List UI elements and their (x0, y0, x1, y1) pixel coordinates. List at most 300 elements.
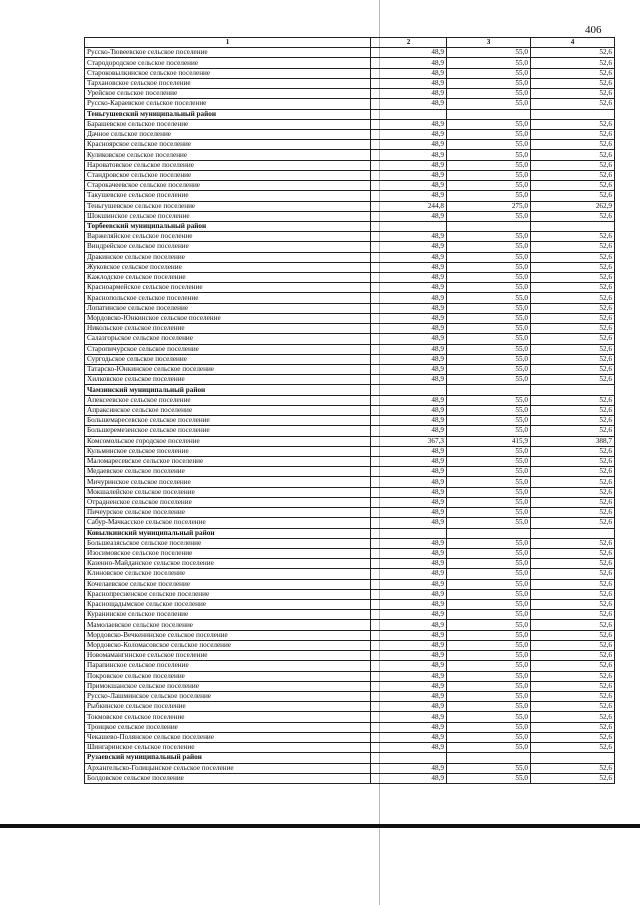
value-col4-cell: 52,6 (531, 416, 615, 426)
settlement-name-cell: Изосимовское сельское поселение (85, 548, 371, 558)
value-col3-cell: 55,0 (447, 252, 531, 262)
value-col2-cell: 48,9 (371, 58, 447, 68)
table-row (85, 211, 615, 221)
value-col3-cell: 55,0 (447, 78, 531, 88)
value-col4-cell: 52,6 (531, 456, 615, 466)
value-col3-cell: 55,0 (447, 99, 531, 109)
settlement-name-cell: Мокшалейское сельское поселение (85, 487, 371, 497)
value-col3-cell: 55,0 (447, 487, 531, 497)
value-col4-cell: 52,6 (531, 119, 615, 129)
value-col4-cell (531, 109, 615, 119)
table-row (85, 763, 615, 773)
value-col4-cell: 52,6 (531, 395, 615, 405)
table-header-row (85, 38, 615, 48)
value-col4-cell: 52,6 (531, 211, 615, 221)
value-col4-cell: 52,6 (531, 262, 615, 272)
value-col3-cell: 55,0 (447, 293, 531, 303)
value-col4-cell: 52,6 (531, 426, 615, 436)
value-col2-cell (371, 528, 447, 538)
column-header-4: 4 (531, 38, 615, 48)
table-row (85, 334, 615, 344)
value-col2-cell: 48,9 (371, 763, 447, 773)
value-col4-cell: 52,6 (531, 640, 615, 650)
table-row (85, 416, 615, 426)
value-col2-cell: 48,9 (371, 365, 447, 375)
value-col2-cell: 48,9 (371, 252, 447, 262)
value-col2-cell: 48,9 (371, 743, 447, 753)
value-col2-cell: 244,8 (371, 201, 447, 211)
table-row (85, 743, 615, 753)
settlement-name-cell: Пичеурское сельское поселение (85, 508, 371, 518)
value-col3-cell: 55,0 (447, 375, 531, 385)
value-col4-cell: 52,6 (531, 78, 615, 88)
settlement-name-cell: Комсомольское городское поселение (85, 436, 371, 446)
value-col3-cell: 55,0 (447, 344, 531, 354)
value-col2-cell: 48,9 (371, 426, 447, 436)
value-col2-cell: 48,9 (371, 630, 447, 640)
value-col3-cell: 55,0 (447, 712, 531, 722)
value-col2-cell: 48,9 (371, 303, 447, 313)
table-row (85, 477, 615, 487)
table-row (85, 324, 615, 334)
table-row (85, 518, 615, 528)
settlement-name-cell: Куликовское сельское поселение (85, 150, 371, 160)
value-col2-cell: 48,9 (371, 89, 447, 99)
settlement-name-cell: Краснощадымское сельское поселение (85, 600, 371, 610)
table-row (85, 436, 615, 446)
value-col3-cell: 55,0 (447, 651, 531, 661)
value-col2-cell: 48,9 (371, 78, 447, 88)
value-col2-cell: 48,9 (371, 293, 447, 303)
table-row (85, 129, 615, 139)
value-col4-cell: 52,6 (531, 324, 615, 334)
table-section-row (85, 753, 615, 763)
value-col2-cell: 48,9 (371, 589, 447, 599)
table-row (85, 375, 615, 385)
value-col4-cell: 52,6 (531, 293, 615, 303)
value-col3-cell (447, 753, 531, 763)
value-col4-cell: 52,6 (531, 579, 615, 589)
settlement-name-cell: Отрадненское сельское поселение (85, 497, 371, 507)
value-col3-cell: 55,0 (447, 610, 531, 620)
value-col3-cell: 55,0 (447, 313, 531, 323)
value-col3-cell: 55,0 (447, 763, 531, 773)
value-col4-cell: 52,6 (531, 405, 615, 415)
value-col4-cell: 52,6 (531, 630, 615, 640)
value-col2-cell: 48,9 (371, 99, 447, 109)
value-col3-cell: 55,0 (447, 589, 531, 599)
value-col3-cell: 55,0 (447, 702, 531, 712)
value-col3-cell: 55,0 (447, 508, 531, 518)
settlement-name-cell: Тархановское сельское поселение (85, 78, 371, 88)
value-col2-cell: 48,9 (371, 160, 447, 170)
table-row (85, 68, 615, 78)
table-row (85, 487, 615, 497)
settlement-name-cell: Парапинское сельское поселение (85, 661, 371, 671)
value-col3-cell: 55,0 (447, 324, 531, 334)
value-col2-cell: 48,9 (371, 538, 447, 548)
table-row (85, 722, 615, 732)
settlement-name-cell: Лопатинское сельское поселение (85, 303, 371, 313)
data-table (84, 37, 615, 784)
district-heading-cell: Чамзинский муниципальный район (85, 385, 371, 395)
value-col2-cell: 48,9 (371, 48, 447, 58)
value-col3-cell: 55,0 (447, 89, 531, 99)
value-col4-cell: 52,6 (531, 89, 615, 99)
value-col2-cell: 48,9 (371, 477, 447, 487)
table-section-row (85, 528, 615, 538)
value-col3-cell: 55,0 (447, 232, 531, 242)
value-col2-cell: 48,9 (371, 262, 447, 272)
value-col3-cell (447, 528, 531, 538)
value-col2-cell: 48,9 (371, 661, 447, 671)
value-col3-cell: 55,0 (447, 538, 531, 548)
value-col3-cell (447, 109, 531, 119)
table-row (85, 732, 615, 742)
value-col4-cell: 52,6 (531, 692, 615, 702)
district-heading-cell: Ковылкинский муниципальный район (85, 528, 371, 538)
value-col2-cell: 48,9 (371, 375, 447, 385)
table-row (85, 589, 615, 599)
value-col4-cell: 52,6 (531, 651, 615, 661)
value-col2-cell: 48,9 (371, 651, 447, 661)
settlement-name-cell: Шингаринское сельское поселение (85, 743, 371, 753)
value-col2-cell: 48,9 (371, 242, 447, 252)
table-row (85, 681, 615, 691)
settlement-name-cell: Токмовское сельское поселение (85, 712, 371, 722)
settlement-name-cell: Рыбкинское сельское поселение (85, 702, 371, 712)
value-col2-cell: 48,9 (371, 324, 447, 334)
value-col4-cell: 388,7 (531, 436, 615, 446)
table-row (85, 467, 615, 477)
value-col3-cell: 415,9 (447, 436, 531, 446)
value-col2-cell: 48,9 (371, 600, 447, 610)
settlement-name-cell: Апраксинское сельское поселение (85, 405, 371, 415)
value-col4-cell: 52,6 (531, 58, 615, 68)
value-col2-cell: 48,9 (371, 610, 447, 620)
value-col2-cell: 48,9 (371, 129, 447, 139)
value-col2-cell: 48,9 (371, 692, 447, 702)
value-col4-cell: 52,6 (531, 446, 615, 456)
table-row (85, 181, 615, 191)
table-row (85, 497, 615, 507)
settlement-name-cell: Староковылкинское сельское поселение (85, 68, 371, 78)
value-col4-cell: 52,6 (531, 48, 615, 58)
table-row (85, 559, 615, 569)
value-col4-cell: 52,6 (531, 467, 615, 477)
value-col3-cell: 55,0 (447, 150, 531, 160)
value-col4-cell (531, 528, 615, 538)
table-row (85, 426, 615, 436)
settlement-name-cell: Красноярское сельское поселение (85, 140, 371, 150)
table-row (85, 354, 615, 364)
table-row (85, 569, 615, 579)
settlement-name-cell: Маломаресевское сельское поселение (85, 456, 371, 466)
value-col2-cell: 48,9 (371, 211, 447, 221)
settlement-name-cell: Дачное сельское поселение (85, 129, 371, 139)
table-row (85, 303, 615, 313)
value-col2-cell: 48,9 (371, 140, 447, 150)
value-col3-cell: 55,0 (447, 129, 531, 139)
value-col2-cell: 48,9 (371, 640, 447, 650)
value-col4-cell: 52,6 (531, 344, 615, 354)
value-col2-cell: 48,9 (371, 395, 447, 405)
value-col4-cell: 52,6 (531, 559, 615, 569)
value-col3-cell: 55,0 (447, 569, 531, 579)
value-col3-cell: 55,0 (447, 559, 531, 569)
value-col2-cell: 48,9 (371, 548, 447, 558)
settlement-name-cell: Большеазясьское сельское поселение (85, 538, 371, 548)
table-row (85, 640, 615, 650)
settlement-name-cell: Теньгушевское сельское поселение (85, 201, 371, 211)
value-col4-cell: 52,6 (531, 477, 615, 487)
value-col3-cell: 55,0 (447, 732, 531, 742)
settlement-name-cell: Красноармейское сельское поселение (85, 283, 371, 293)
value-col2-cell: 48,9 (371, 68, 447, 78)
table-row (85, 160, 615, 170)
value-col4-cell: 52,6 (531, 375, 615, 385)
value-col4-cell: 52,6 (531, 548, 615, 558)
value-col2-cell: 48,9 (371, 181, 447, 191)
table-row (85, 191, 615, 201)
value-col2-cell: 48,9 (371, 191, 447, 201)
settlement-name-cell: Салазгорьское сельское поселение (85, 334, 371, 344)
value-col2-cell: 48,9 (371, 773, 447, 783)
value-col3-cell: 55,0 (447, 426, 531, 436)
table-row (85, 232, 615, 242)
value-col3-cell: 55,0 (447, 58, 531, 68)
value-col4-cell: 52,6 (531, 150, 615, 160)
value-col4-cell: 52,6 (531, 702, 615, 712)
value-col4-cell: 52,6 (531, 508, 615, 518)
value-col3-cell: 275,0 (447, 201, 531, 211)
value-col4-cell: 52,6 (531, 283, 615, 293)
table-section-row (85, 385, 615, 395)
table-row (85, 773, 615, 783)
value-col2-cell: 48,9 (371, 467, 447, 477)
table-row (85, 273, 615, 283)
value-col3-cell: 55,0 (447, 671, 531, 681)
table-row (85, 600, 615, 610)
settlement-name-cell: Жуковское сельское поселение (85, 262, 371, 272)
value-col3-cell: 55,0 (447, 170, 531, 180)
value-col2-cell: 48,9 (371, 456, 447, 466)
settlement-name-cell: Старокачеевское сельское поселение (85, 181, 371, 191)
settlement-name-cell: Старопичурское сельское поселение (85, 344, 371, 354)
value-col3-cell: 55,0 (447, 273, 531, 283)
value-col4-cell: 52,6 (531, 681, 615, 691)
value-col3-cell: 55,0 (447, 692, 531, 702)
settlement-name-cell: Русско-Караевское сельское поселение (85, 99, 371, 109)
value-col3-cell: 55,0 (447, 579, 531, 589)
value-col3-cell: 55,0 (447, 48, 531, 58)
settlement-name-cell: Мордовско-Юнкинское сельское поселение (85, 313, 371, 323)
settlement-name-cell: Сабур-Мачкасское сельское поселение (85, 518, 371, 528)
settlement-name-cell: Апексеевское сельское поселение (85, 395, 371, 405)
settlement-name-cell: Троицкое сельское поселение (85, 722, 371, 732)
settlement-name-cell: Мичуринское сельское поселение (85, 477, 371, 487)
table-row (85, 99, 615, 109)
table-row (85, 548, 615, 558)
district-heading-cell: Рузаевский муниципальный район (85, 753, 371, 763)
table-row (85, 313, 615, 323)
settlement-name-cell: Примокшанское сельское поселение (85, 681, 371, 691)
value-col2-cell: 48,9 (371, 170, 447, 180)
table-row (85, 119, 615, 129)
settlement-name-cell: Большемаресевское сельское поселение (85, 416, 371, 426)
value-col2-cell: 48,9 (371, 722, 447, 732)
column-header-3: 3 (447, 38, 531, 48)
value-col4-cell (531, 385, 615, 395)
value-col3-cell: 55,0 (447, 191, 531, 201)
settlement-name-cell: Мамолаевское сельское поселение (85, 620, 371, 630)
value-col2-cell: 48,9 (371, 508, 447, 518)
value-col2-cell: 48,9 (371, 518, 447, 528)
value-col2-cell: 48,9 (371, 405, 447, 415)
value-col4-cell: 52,6 (531, 232, 615, 242)
value-col4-cell: 52,6 (531, 497, 615, 507)
value-col2-cell: 48,9 (371, 354, 447, 364)
table-row (85, 252, 615, 262)
value-col4-cell: 52,6 (531, 313, 615, 323)
settlement-name-cell: Большеремезенское сельское поселение (85, 426, 371, 436)
value-col4-cell: 52,6 (531, 170, 615, 180)
value-col4-cell: 52,6 (531, 518, 615, 528)
value-col3-cell: 55,0 (447, 661, 531, 671)
value-col3-cell: 55,0 (447, 365, 531, 375)
value-col3-cell: 55,0 (447, 405, 531, 415)
table-row (85, 89, 615, 99)
value-col4-cell: 52,6 (531, 743, 615, 753)
settlement-name-cell: Архангельско-Голицынское сельское поселение (85, 763, 371, 773)
value-col3-cell: 55,0 (447, 395, 531, 405)
settlement-name-cell: Урейское сельское поселение (85, 89, 371, 99)
table-row (85, 651, 615, 661)
value-col4-cell: 52,6 (531, 610, 615, 620)
value-col4-cell (531, 221, 615, 231)
value-col4-cell: 52,6 (531, 600, 615, 610)
table-row (85, 293, 615, 303)
settlement-name-cell: Мордовско-Вечкенинское сельское поселение (85, 630, 371, 640)
settlement-name-cell: Новомамангинское сельское поселение (85, 651, 371, 661)
value-col3-cell: 55,0 (447, 283, 531, 293)
value-col4-cell: 52,6 (531, 722, 615, 732)
value-col2-cell: 48,9 (371, 559, 447, 569)
value-col2-cell: 48,9 (371, 620, 447, 630)
district-heading-cell: Торбеевский муниципальный район (85, 221, 371, 231)
settlement-name-cell: Мордовско-Коломасовское сельское поселение (85, 640, 371, 650)
value-col4-cell: 52,6 (531, 671, 615, 681)
table-row (85, 630, 615, 640)
value-col3-cell: 55,0 (447, 354, 531, 364)
value-col3-cell: 55,0 (447, 334, 531, 344)
value-col2-cell: 48,9 (371, 273, 447, 283)
value-col2-cell: 48,9 (371, 497, 447, 507)
settlement-name-cell: Краснопресненское сельское поселение (85, 589, 371, 599)
settlement-name-cell: Чекашево-Полянское сельское поселение (85, 732, 371, 742)
value-col3-cell: 55,0 (447, 681, 531, 691)
value-col4-cell: 52,6 (531, 712, 615, 722)
settlement-name-cell: Русско-Лашминское сельское поселение (85, 692, 371, 702)
table-row (85, 508, 615, 518)
value-col4-cell: 52,6 (531, 354, 615, 364)
table-row (85, 456, 615, 466)
table-section-row (85, 221, 615, 231)
settlement-name-cell: Дракинское сельское поселение (85, 252, 371, 262)
value-col2-cell: 48,9 (371, 487, 447, 497)
value-col3-cell: 55,0 (447, 722, 531, 732)
table-body (85, 48, 615, 784)
settlement-name-cell: Сургодьское сельское поселение (85, 354, 371, 364)
value-col4-cell: 52,6 (531, 191, 615, 201)
settlement-name-cell: Русско-Тювеевское сельское поселение (85, 48, 371, 58)
value-col4-cell: 52,6 (531, 129, 615, 139)
table-row (85, 48, 615, 58)
table-row (85, 150, 615, 160)
table-row (85, 201, 615, 211)
value-col4-cell: 52,6 (531, 661, 615, 671)
settlement-name-cell: Нароватовское сельское поселение (85, 160, 371, 170)
value-col3-cell: 55,0 (447, 160, 531, 170)
value-col4-cell: 52,6 (531, 242, 615, 252)
value-col4-cell: 52,6 (531, 99, 615, 109)
value-col3-cell: 55,0 (447, 743, 531, 753)
value-col4-cell: 52,6 (531, 252, 615, 262)
value-col3-cell: 55,0 (447, 211, 531, 221)
table-row (85, 405, 615, 415)
settlement-name-cell: Татарско-Юнкинское сельское поселение (85, 365, 371, 375)
value-col4-cell: 52,6 (531, 181, 615, 191)
table-row (85, 344, 615, 354)
value-col2-cell: 48,9 (371, 446, 447, 456)
value-col2-cell (371, 221, 447, 231)
value-col2-cell: 48,9 (371, 712, 447, 722)
value-col4-cell: 52,6 (531, 569, 615, 579)
value-col4-cell: 52,6 (531, 68, 615, 78)
value-col4-cell: 52,6 (531, 140, 615, 150)
value-col2-cell (371, 385, 447, 395)
settlement-name-cell: Такушевское сельское поселение (85, 191, 371, 201)
column-header-2: 2 (371, 38, 447, 48)
value-col3-cell (447, 221, 531, 231)
value-col2-cell (371, 109, 447, 119)
value-col2-cell: 48,9 (371, 732, 447, 742)
settlement-name-cell: Стандровское сельское поселение (85, 170, 371, 180)
settlement-name-cell: Варжеляйское сельское поселение (85, 232, 371, 242)
table-row (85, 671, 615, 681)
settlement-name-cell: Казенно-Майданское сельское поселение (85, 559, 371, 569)
table-row (85, 661, 615, 671)
table-row (85, 242, 615, 252)
value-col3-cell: 55,0 (447, 467, 531, 477)
value-col3-cell: 55,0 (447, 640, 531, 650)
value-col3-cell: 55,0 (447, 630, 531, 640)
settlement-name-cell: Барашевское сельское поселение (85, 119, 371, 129)
value-col2-cell: 48,9 (371, 150, 447, 160)
table-row (85, 692, 615, 702)
value-col3-cell: 55,0 (447, 242, 531, 252)
value-col2-cell: 48,9 (371, 569, 447, 579)
settlement-name-cell: Болдовское сельское поселение (85, 773, 371, 783)
value-col2-cell: 48,9 (371, 671, 447, 681)
settlement-name-cell: Никольское сельское поселение (85, 324, 371, 334)
value-col3-cell: 55,0 (447, 456, 531, 466)
value-col3-cell: 55,0 (447, 620, 531, 630)
table-row (85, 140, 615, 150)
value-col3-cell: 55,0 (447, 181, 531, 191)
value-col3-cell: 55,0 (447, 303, 531, 313)
value-col3-cell: 55,0 (447, 773, 531, 783)
